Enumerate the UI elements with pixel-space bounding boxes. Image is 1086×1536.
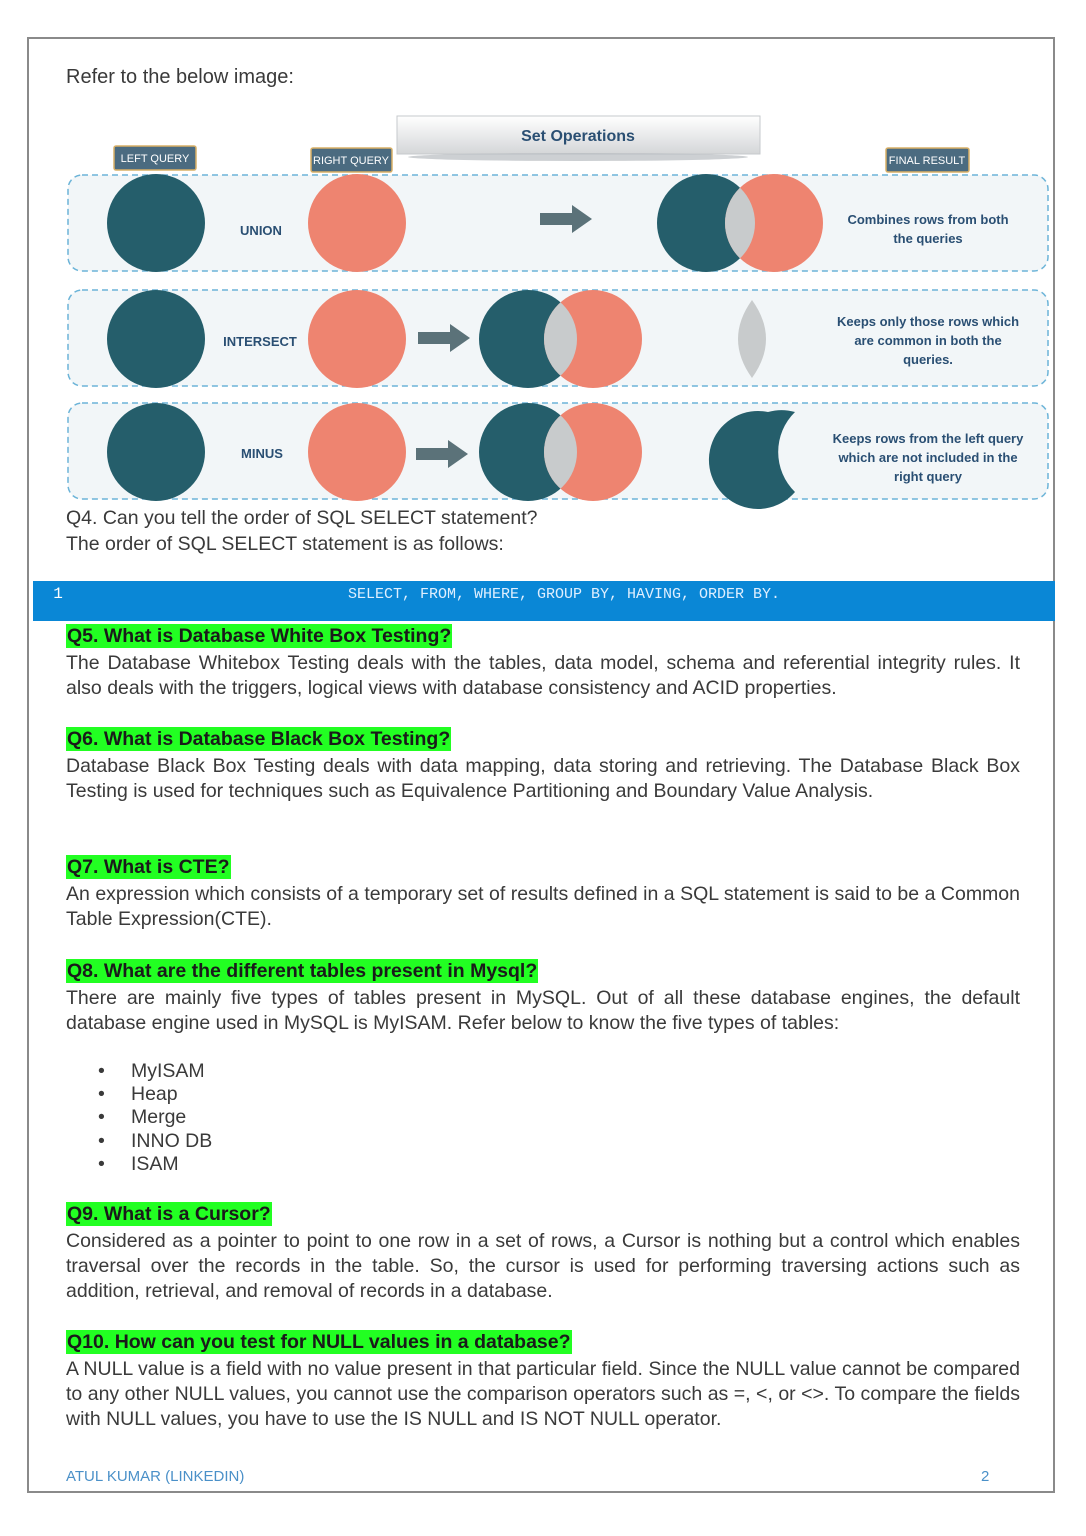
q4-question: Q4. Can you tell the order of SQL SELECT statement? <box>66 507 538 529</box>
set-operations-diagram <box>0 0 1086 510</box>
q10-answer: A NULL value is a field with no value present in that particular field. Since the NULL value cannot be compared to any other NULL values, you cannot use the comparison operators such as =, <, or <>. To compare the fields with NULL values, you have to use the IS NULL and IS NOT NULL operator. <box>66 1358 1020 1430</box>
q7-answer: An expression which consists of a temporary set of results defined in a SQL statement is said to be a Common Table Expression(CTE). <box>66 883 1020 930</box>
intersect-label: INTERSECT <box>223 334 297 349</box>
code-block <box>33 581 1055 621</box>
union-desc-line-1: Combines rows from both <box>847 212 1009 227</box>
list-item: • ISAM <box>98 1152 179 1175</box>
intersect-desc-line-2: are common in both the <box>854 333 1002 348</box>
union-desc-line-2: the queries <box>893 231 963 246</box>
intersect-desc-line-3: queries. <box>903 352 953 367</box>
union-label: UNION <box>240 223 282 238</box>
list-item: • Merge <box>98 1106 187 1129</box>
minus-right-circle <box>308 403 406 501</box>
intersect-desc-line-1: Keeps only those rows which <box>836 314 1020 329</box>
q7-heading: Q7. What is CTE? <box>67 856 230 878</box>
final-result-label: FINAL RESULT <box>888 155 966 167</box>
q10-heading: Q10. How can you test for NULL values in a database? <box>67 1331 571 1353</box>
right-query-label: RIGHT QUERY <box>313 155 389 167</box>
q5-answer: The Database Whitebox Testing deals with the tables, data model, schema and referential integrity rules. It also deals with the triggers, logical views with database consistency and ACID properties. <box>66 652 1020 699</box>
q6-answer: Database Black Box Testing deals with data mapping, data storing and retrieving. The Database Black Box Testing is used for techniques such as Equivalence Partitioning and Boundary Value Analysis. <box>66 755 1020 802</box>
intersect-left-circle <box>107 290 205 388</box>
footer-author: ATUL KUMAR (LINKEDIN) <box>66 1468 245 1485</box>
intro-text: Refer to the below image: <box>66 66 294 88</box>
left-query-label: LEFT QUERY <box>120 153 190 165</box>
q4-answer: The order of SQL SELECT statement is as follows: <box>66 533 504 555</box>
code-line: SELECT, FROM, WHERE, GROUP BY, HAVING, ORDER BY. <box>347 586 781 603</box>
list-item: • INNO DB <box>98 1129 213 1152</box>
minus-label: MINUS <box>241 446 283 461</box>
page-number: 2 <box>981 1468 990 1485</box>
q8-heading: Q8. What are the different tables present in Mysql? <box>67 960 538 982</box>
union-left-circle <box>107 174 205 272</box>
q9-heading: Q9. What is a Cursor? <box>67 1203 271 1225</box>
table-types-list <box>66 1060 212 1176</box>
intersect-right-circle <box>308 290 406 388</box>
q5-heading: Q5. What is Database White Box Testing? <box>67 625 452 647</box>
code-line-number: 1 <box>33 581 83 621</box>
minus-desc-line-2: which are not included in the <box>838 450 1018 465</box>
list-item: • MyISAM <box>98 1060 205 1082</box>
q8-answer: There are mainly five types of tables present in MySQL. Out of all these database engines, the default database engine used in MySQL is MyISAM. Refer below to know the five types of tables: <box>66 987 1020 1034</box>
minus-desc-line-1: Keeps rows from the left query <box>832 431 1024 446</box>
diagram-title: Set Operations <box>521 128 635 145</box>
q9-answer: Considered as a pointer to point to one row in a set of rows, a Cursor is nothing but a control which enables traversal over the records in the table. So, the cursor is used for performing traversing actions such as addition, retrieval, and removal of records in a database. <box>66 1230 1020 1302</box>
q6-heading: Q6. What is Database Black Box Testing? <box>67 728 451 750</box>
minus-desc-line-3: right query <box>894 469 962 484</box>
list-item: • Heap <box>98 1083 178 1106</box>
union-right-circle <box>308 174 406 272</box>
minus-left-circle <box>107 403 205 501</box>
